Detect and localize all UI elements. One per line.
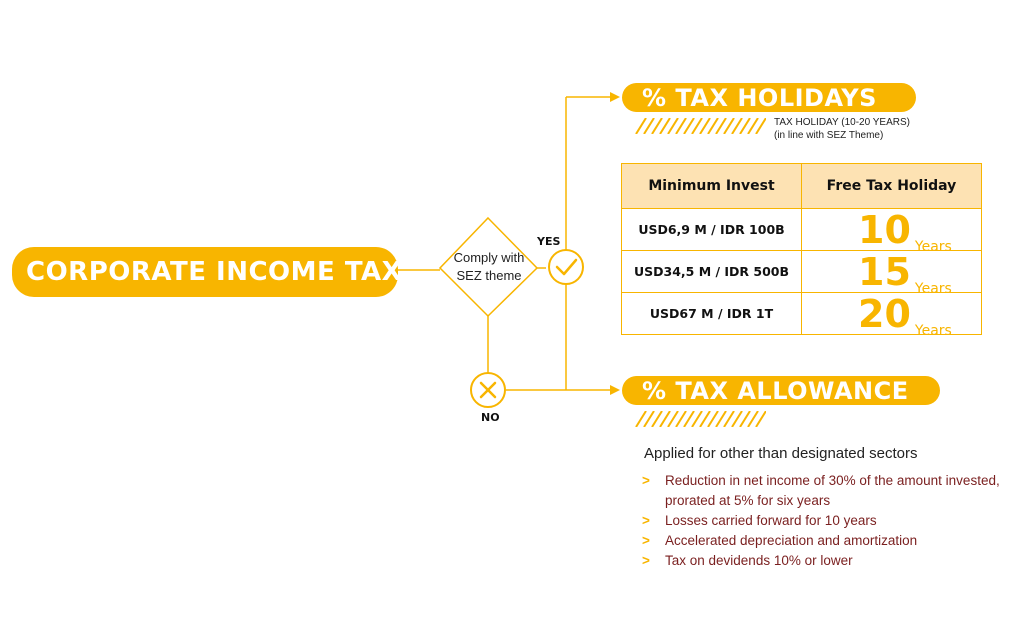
yes-check-circle [549,250,583,284]
tax-allowance-title: % TAX ALLOWANCE [642,376,909,405]
holiday-note-line-2: (in line with SEZ Theme) [774,130,884,141]
holiday-note-line-1: TAX HOLIDAY (10-20 YEARS) [774,117,910,128]
arrowhead-allowance [610,385,620,395]
years-cell [802,291,982,339]
list-item-text: Losses carried forward for 10 years [665,513,877,528]
decision-label [440,249,538,285]
list-item [640,531,1000,551]
invest-cell: USD34,5 M / IDR 500B [622,251,802,293]
list-item [640,511,1000,531]
list-item-text: Tax on devidends 10% or lower [665,553,853,568]
arrowhead-holidays [610,92,620,102]
table-row [622,209,982,251]
allowance-subtitle: Applied for other than designated sectors [644,445,918,462]
invest-cell: USD67 M / IDR 1T [622,293,802,335]
chevron-right-icon: > [642,553,650,568]
decision-line-1: Comply with [453,250,525,265]
chevron-right-icon: > [642,473,650,488]
years-unit: Years [914,280,952,297]
list-item [640,551,1000,571]
list-item-text: Accelerated depreciation and amortization [665,533,918,548]
tax-allowance-pill [622,376,940,405]
header-free-tax-holiday: Free Tax Holiday [802,164,982,209]
years-unit: Years [914,322,952,339]
years-number: 20 [858,291,911,336]
main-title-pill [12,247,403,297]
tax-holidays-pill [622,83,916,112]
table-row [622,293,982,335]
chevron-right-icon: > [642,533,650,548]
years-number: 10 [858,207,911,252]
decision-line-2: SEZ theme [456,268,522,283]
header-minimum-invest: Minimum Invest [622,164,802,209]
yes-label: YES [537,235,561,248]
main-title: CORPORATE INCOME TAX [26,257,403,287]
allowance-list [640,471,1000,571]
years-cell [802,249,982,297]
hatch-decoration [634,118,766,134]
table-header-row [622,164,982,209]
hatch-decoration [634,411,766,427]
invest-cell: USD6,9 M / IDR 100B [622,209,802,251]
table-row [622,251,982,293]
years-unit: Years [914,238,952,255]
chevron-right-icon: > [642,513,650,528]
years-cell [802,207,982,255]
list-item [640,471,1000,511]
tax-holiday-table [621,163,982,339]
list-item-text: Reduction in net income of 30% of the amount invested, prorated at 5% for six years [665,473,1000,508]
years-number: 15 [858,249,911,294]
no-label: NO [481,411,500,424]
tax-holidays-title: % TAX HOLIDAYS [642,83,877,112]
